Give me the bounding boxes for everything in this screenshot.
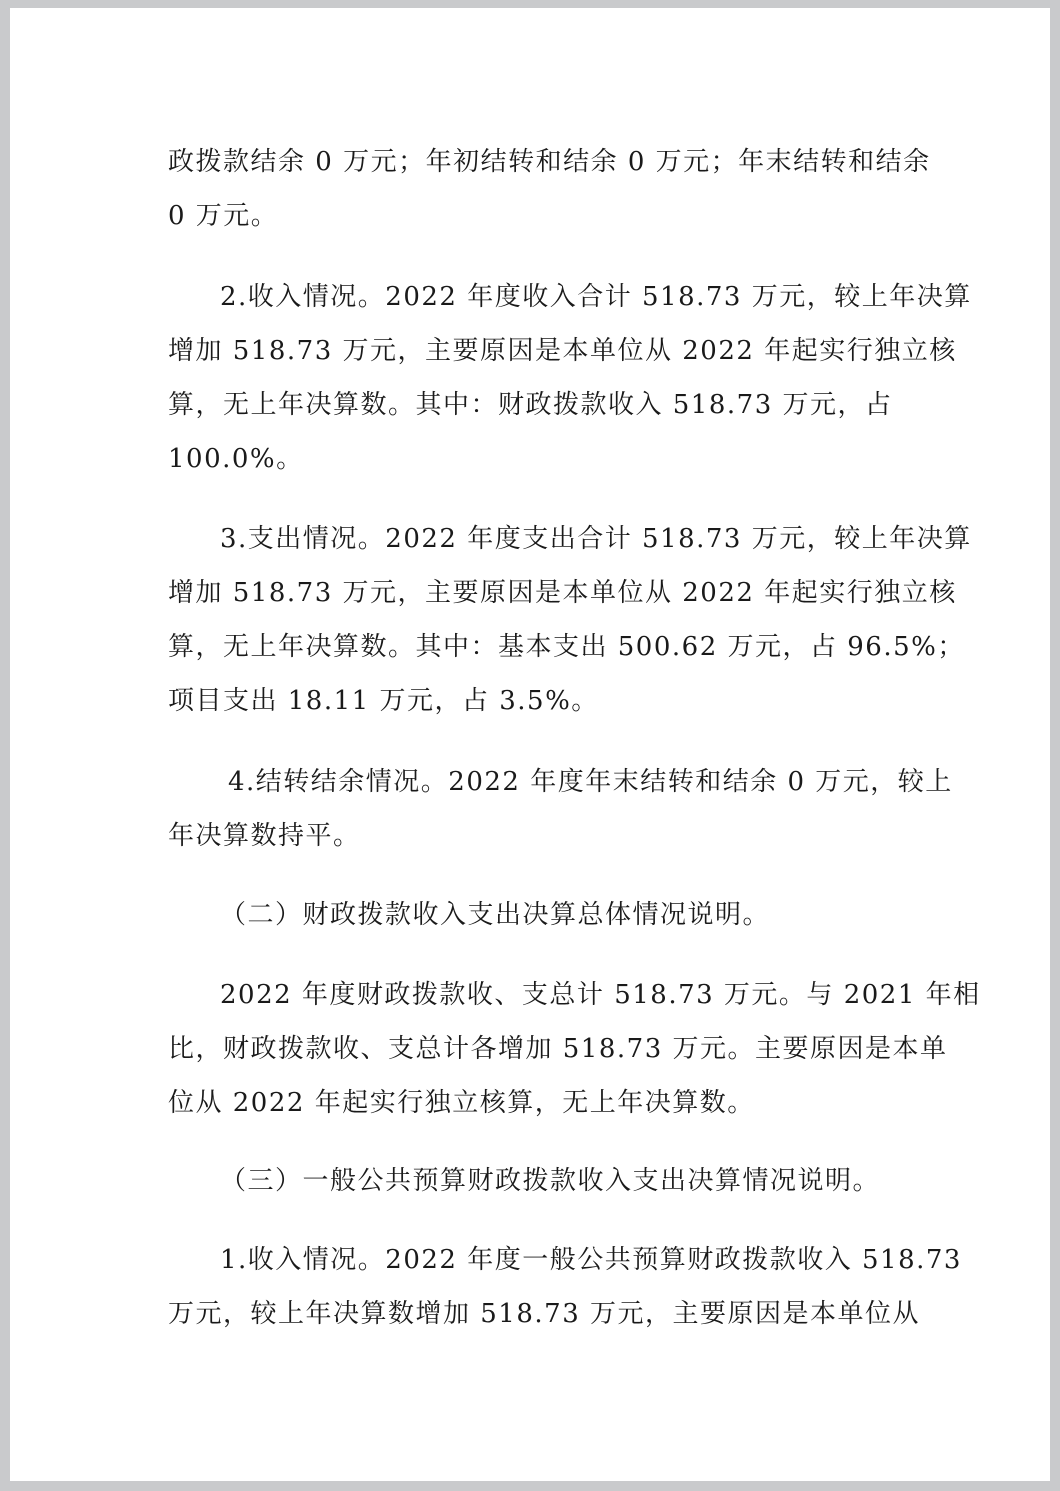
paragraph-line: 项目支出 18.11 万元，占 3.5%。 — [168, 686, 599, 716]
paragraph-fiscal-total — [168, 968, 981, 1130]
document-page — [10, 8, 1050, 1481]
paragraph-income — [168, 270, 972, 486]
paragraph-line: 万元，较上年决算数增加 518.73 万元，主要原因是本单位从 — [168, 1299, 921, 1329]
paragraph-line: 4.结转结余情况。2022 年度年末结转和结余 0 万元，较上 — [228, 767, 953, 797]
paragraph-line: 3.支出情况。2022 年度支出合计 518.73 万元，较上年决算 — [220, 524, 972, 554]
paragraph-line: 0 万元。 — [168, 201, 279, 231]
paragraph-expenditure — [168, 512, 972, 728]
paragraph-line: 增加 518.73 万元，主要原因是本单位从 2022 年起实行独立核 — [168, 336, 957, 366]
paragraph-line: 算，无上年决算数。其中：基本支出 500.62 万元，占 96.5%； — [168, 632, 965, 662]
paragraph-line: 位从 2022 年起实行独立核算，无上年决算数。 — [168, 1088, 755, 1118]
paragraph-line: 算，无上年决算数。其中：财政拨款收入 518.73 万元，占 — [168, 390, 893, 420]
paragraph-general-budget-income — [168, 1233, 962, 1341]
paragraph-carryover — [168, 755, 953, 863]
paragraph-fiscal-balance — [168, 135, 931, 243]
paragraph-line: 增加 518.73 万元，主要原因是本单位从 2022 年起实行独立核 — [168, 578, 957, 608]
section-heading-fiscal-overview — [168, 888, 903, 942]
paragraph-line: 100.0%。 — [168, 444, 304, 474]
paragraph-line: 比，财政拨款收、支总计各增加 518.73 万元。主要原因是本单 — [168, 1034, 948, 1064]
paragraph-line: 政拨款结余 0 万元；年初结转和结余 0 万元；年末结转和结余 — [168, 147, 931, 177]
paragraph-line: 1.收入情况。2022 年度一般公共预算财政拨款收入 518.73 — [220, 1245, 962, 1275]
paragraph-line: （二）财政拨款收入支出决算总体情况说明。 — [220, 900, 771, 930]
section-heading-general-budget — [168, 1154, 903, 1208]
paragraph-line: 年决算数持平。 — [168, 821, 361, 851]
paragraph-line: 2022 年度财政拨款收、支总计 518.73 万元。与 2021 年相 — [220, 980, 981, 1010]
paragraph-line: 2.收入情况。2022 年度收入合计 518.73 万元，较上年决算 — [220, 282, 972, 312]
paragraph-line: （三）一般公共预算财政拨款收入支出决算情况说明。 — [220, 1166, 881, 1196]
